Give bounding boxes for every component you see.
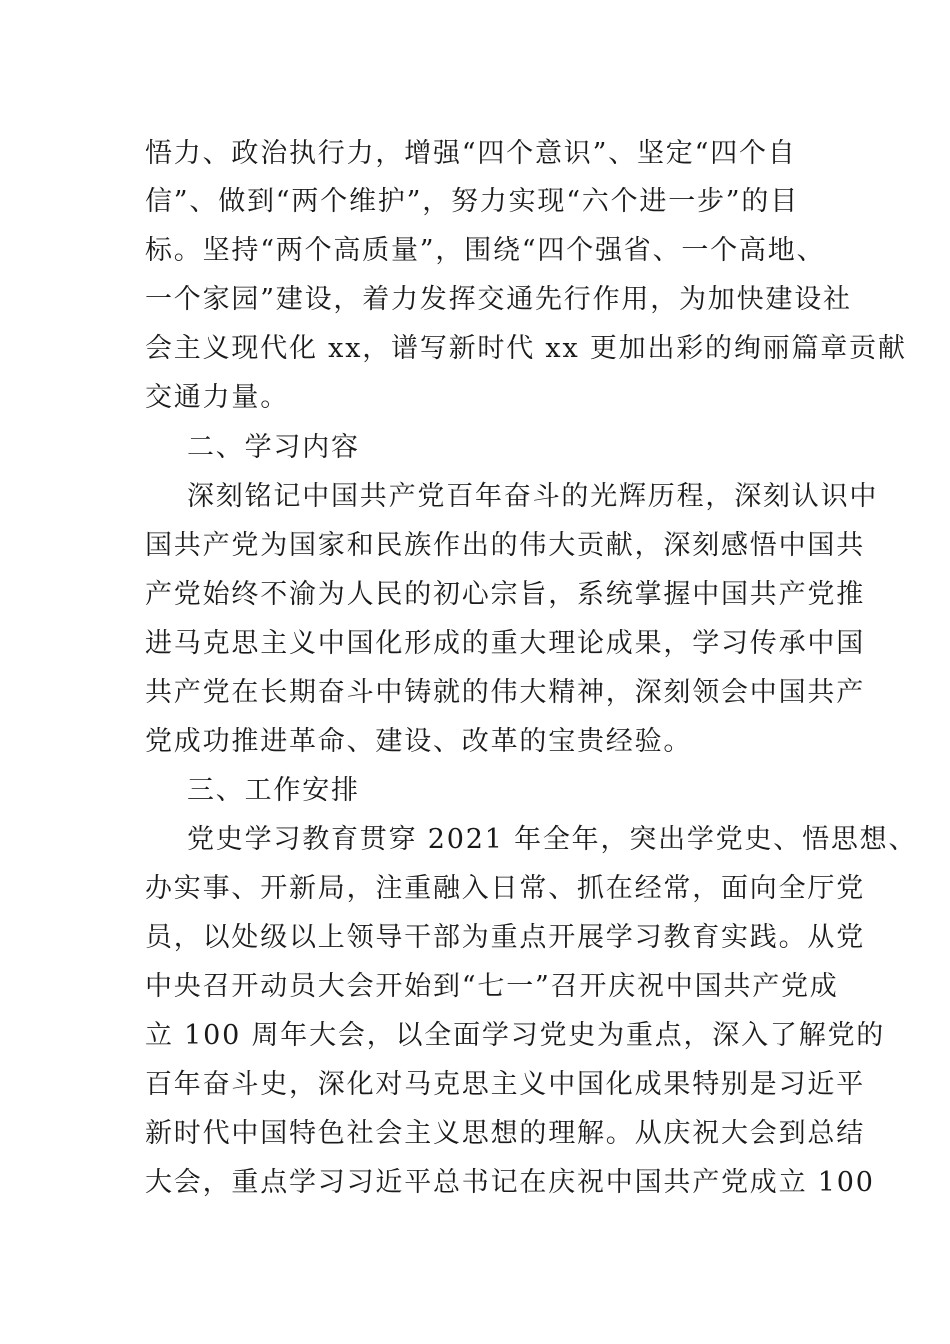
text-line: 中央召开动员大会开始到“七一”召开庆祝中国共产党成 — [145, 971, 839, 1002]
text-line: 共产党在长期奋斗中铸就的伟大精神，深刻领会中国共产 — [145, 677, 865, 708]
section-heading: 三、工作安排 — [187, 775, 360, 806]
text-line: 交通力量。 — [145, 382, 289, 413]
text-line: 信”、做到“两个维护”，努力实现“六个进一步”的目 — [145, 186, 800, 217]
text-line: 悟力、政治执行力，增强“四个意识”、坚定“四个自 — [145, 138, 797, 169]
text-line: 党成功推进革命、建设、改革的宝贵经验。 — [145, 726, 693, 757]
text-line: 大会，重点学习习近平总书记在庆祝中国共产党成立 100 — [145, 1167, 875, 1198]
text-line: 一个家园”建设，着力发挥交通先行作用，为加快建设社 — [145, 284, 852, 315]
text-line: 标。坚持“两个高质量”，围绕“四个强省、一个高地、 — [145, 235, 826, 266]
section-heading: 二、学习内容 — [187, 432, 360, 463]
text-line: 深刻铭记中国共产党百年奋斗的光辉历程，深刻认识中 — [187, 481, 879, 512]
text-line: 新时代中国特色社会主义思想的理解。从庆祝大会到总结 — [145, 1118, 865, 1149]
text-line: 百年奋斗史，深化对马克思主义中国化成果特别是习近平 — [145, 1069, 865, 1100]
text-line: 会主义现代化 xx，谱写新时代 xx 更加出彩的绚丽篇章贡献 — [145, 333, 907, 364]
text-line: 立 100 周年大会，以全面学习党史为重点，深入了解党的 — [145, 1020, 886, 1051]
text-line: 办实事、开新局，注重融入日常、抓在经常，面向全厅党 — [145, 873, 865, 904]
text-line: 党史学习教育贯穿 2021 年全年，突出学党史、悟思想、 — [187, 824, 918, 855]
text-line: 国共产党为国家和民族作出的伟大贡献，深刻感悟中国共 — [145, 530, 865, 561]
text-line: 产党始终不渝为人民的初心宗旨，系统掌握中国共产党推 — [145, 579, 865, 610]
text-line: 进马克思主义中国化形成的重大理论成果，学习传承中国 — [145, 628, 865, 659]
text-line: 员，以处级以上领导干部为重点开展学习教育实践。从党 — [145, 922, 865, 953]
